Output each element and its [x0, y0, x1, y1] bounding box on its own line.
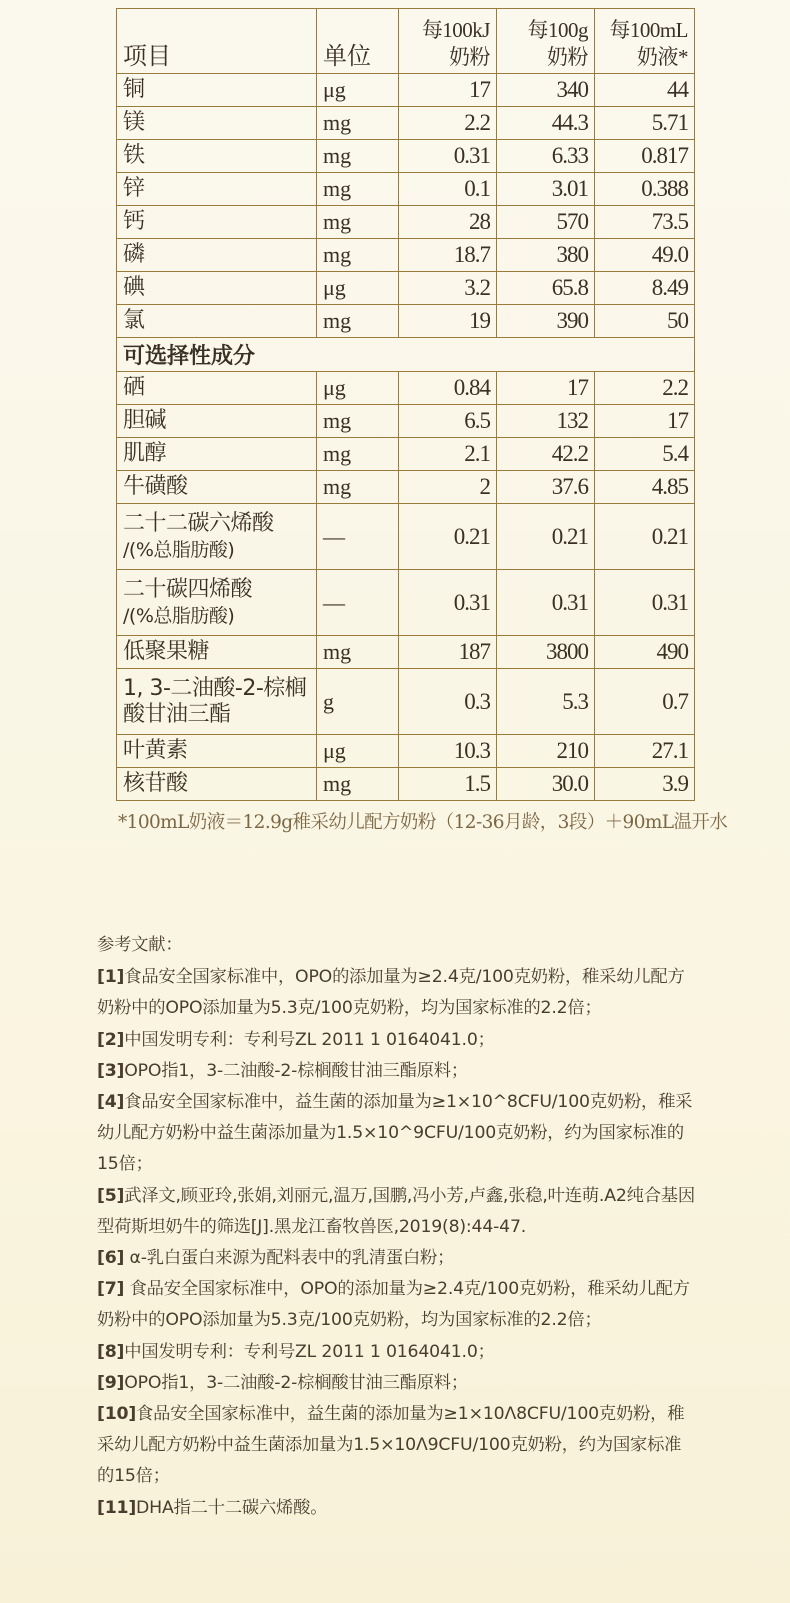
nutrient-name: [117, 140, 317, 173]
nutrient-name: [117, 239, 317, 272]
value-per-100ml: 50: [595, 305, 695, 338]
reference-item: [97, 1399, 697, 1493]
value-per-100ml: 0.7: [595, 669, 695, 735]
nutrient-name-line1: 胆碱: [123, 408, 167, 433]
reference-item: [97, 1493, 697, 1524]
value-per-100g: 3.01: [497, 173, 595, 206]
reference-item: [97, 1243, 697, 1274]
table-row: [117, 305, 695, 338]
nutrient-name: [117, 305, 317, 338]
nutrient-name-line2: 酸甘油三酯: [123, 701, 231, 727]
references-list: [97, 962, 697, 1524]
table-row: [117, 636, 695, 669]
table-row: [117, 239, 695, 272]
value-per-100ml: 0.388: [595, 173, 695, 206]
nutrient-name: [117, 669, 317, 735]
nutrient-name: [117, 768, 317, 801]
table-row: [117, 372, 695, 405]
value-per-100ml: 5.71: [595, 107, 695, 140]
reference-item: [97, 1025, 697, 1056]
value-per-100ml: 8.49: [595, 272, 695, 305]
value-per-100kj: 1.5: [399, 768, 497, 801]
nutrient-name-line1: 硒: [123, 375, 145, 400]
nutrient-name: [117, 405, 317, 438]
value-per-100kj: 0.21: [399, 504, 497, 570]
reference-text: OPO指1，3-二油酸-2-棕榈酸甘油三酯原料；: [124, 1060, 468, 1081]
value-per-100g: 30.0: [497, 768, 595, 801]
nutrient-name: [117, 107, 317, 140]
header-per-100g-line2: 奶粉: [547, 45, 588, 69]
value-per-100g: 42.2: [497, 438, 595, 471]
nutrient-name-line1: 铁: [123, 143, 145, 168]
nutrient-name-line1: 二十碳四烯酸: [123, 576, 253, 602]
value-per-100g: 17: [497, 372, 595, 405]
table-row: [117, 74, 695, 107]
value-per-100kj: 0.31: [399, 140, 497, 173]
value-per-100kj: 0.1: [399, 173, 497, 206]
references: [97, 930, 697, 1524]
nutrient-name-line1: 钙: [123, 209, 145, 234]
nutrient-unit: mg: [317, 636, 399, 669]
nutrient-unit: mg: [317, 438, 399, 471]
header-item: 项目: [117, 9, 317, 74]
value-per-100kj: 19: [399, 305, 497, 338]
header-per-100g: [497, 9, 595, 74]
value-per-100g: 340: [497, 74, 595, 107]
value-per-100ml: 5.4: [595, 438, 695, 471]
nutrient-name-line1: 低聚果糖: [123, 639, 210, 664]
value-per-100ml: 4.85: [595, 471, 695, 504]
nutrient-name-line1: 碘: [123, 275, 145, 300]
value-per-100ml: 17: [595, 405, 695, 438]
table-row: [117, 768, 695, 801]
nutrient-unit: mg: [317, 107, 399, 140]
header-per-100kj: [399, 9, 497, 74]
nutrient-name: [117, 74, 317, 107]
header-per-100ml: [595, 9, 695, 74]
value-per-100ml: 0.31: [595, 570, 695, 636]
reference-item: [97, 1056, 697, 1087]
header-per-100kj-line2: 奶粉: [449, 45, 490, 69]
reference-text: 中国发明专利：专利号ZL 2011 1 0164041.0；: [124, 1341, 495, 1362]
section-title: 可选择性成分: [117, 338, 695, 372]
reference-tag: [10]: [97, 1404, 137, 1425]
header-per-100kj-line1: 每100kJ: [421, 18, 490, 42]
reference-item: [97, 1087, 697, 1181]
value-per-100g: 65.8: [497, 272, 595, 305]
value-per-100ml: 0.21: [595, 504, 695, 570]
value-per-100kj: 3.2: [399, 272, 497, 305]
nutrient-name: [117, 504, 317, 570]
reference-tag: [8]: [97, 1341, 125, 1362]
nutrient-unit: mg: [317, 471, 399, 504]
value-per-100kj: 187: [399, 636, 497, 669]
value-per-100ml: 44: [595, 74, 695, 107]
reference-text: DHA指二十二碳六烯酸。: [136, 1497, 328, 1518]
nutrient-unit: mg: [317, 405, 399, 438]
nutrient-name-line1: 铜: [123, 77, 145, 102]
reference-tag: [9]: [97, 1372, 125, 1393]
value-per-100ml: 490: [595, 636, 695, 669]
reference-tag: [11]: [97, 1497, 137, 1518]
value-per-100kj: 2: [399, 471, 497, 504]
value-per-100g: 0.31: [497, 570, 595, 636]
nutrient-unit: μg: [317, 272, 399, 305]
nutrient-name-line1: 二十二碳六烯酸: [123, 510, 274, 536]
reference-tag: [3]: [97, 1060, 125, 1081]
nutrient-unit: g: [317, 669, 399, 735]
nutrient-unit: μg: [317, 372, 399, 405]
reference-item: [97, 1368, 697, 1399]
nutrient-name-line2: /(%总脂肪酸): [123, 604, 235, 627]
value-per-100kj: 18.7: [399, 239, 497, 272]
nutrient-name: [117, 206, 317, 239]
reference-text: α-乳白蛋白来源为配料表中的乳清蛋白粉；: [124, 1248, 455, 1269]
reference-text: 食品安全国家标准中，益生菌的添加量为≥1×10Λ8CFU/100克奶粉，稚采幼儿配方奶粉中益生菌添加量为1.5×10Λ9CFU/100克奶粉，约为国家标准的15倍；: [97, 1404, 685, 1487]
nutrient-name: [117, 438, 317, 471]
nutrient-unit: mg: [317, 305, 399, 338]
table-row: [117, 669, 695, 735]
value-per-100kj: 28: [399, 206, 497, 239]
nutrient-name-line1: 磷: [123, 242, 145, 267]
nutrient-unit: μg: [317, 735, 399, 768]
nutrient-name: [117, 636, 317, 669]
value-per-100kj: 17: [399, 74, 497, 107]
reference-tag: [6]: [97, 1248, 125, 1269]
value-per-100kj: 2.1: [399, 438, 497, 471]
nutrient-unit: mg: [317, 239, 399, 272]
value-per-100kj: 0.31: [399, 570, 497, 636]
nutrient-name-line2: /(%总脂肪酸): [123, 538, 235, 561]
header-per-100g-line1: 每100g: [527, 18, 588, 42]
nutrient-unit: μg: [317, 74, 399, 107]
value-per-100ml: 2.2: [595, 372, 695, 405]
nutrient-name-line1: 核苷酸: [123, 771, 188, 796]
header-per-100ml-line2: 奶液*: [637, 45, 688, 69]
table-row: [117, 504, 695, 570]
table-header-row: [117, 9, 695, 74]
value-per-100g: 37.6: [497, 471, 595, 504]
value-per-100ml: 27.1: [595, 735, 695, 768]
value-per-100g: 380: [497, 239, 595, 272]
reference-text: 食品安全国家标准中，OPO的添加量为≥2.4克/100克奶粉，稚采幼儿配方奶粉中的OPO添加量为5.3克/100克奶粉，均为国家标准的2.2倍；: [97, 967, 685, 1019]
nutrient-name-line1: 氯: [123, 308, 145, 333]
table-footnote: *100mL奶液＝12.9g稚采幼儿配方奶粉（12-36月龄，3段）＋90mL温开水: [118, 812, 728, 833]
reference-tag: [2]: [97, 1029, 125, 1050]
nutrient-unit: —: [317, 504, 399, 570]
value-per-100g: 210: [497, 735, 595, 768]
nutrient-name-line1: 牛磺酸: [123, 474, 188, 499]
reference-item: [97, 1274, 697, 1336]
nutrient-name: [117, 173, 317, 206]
nutrition-table: [116, 8, 695, 801]
header-unit: 单位: [317, 9, 399, 74]
nutrient-unit: mg: [317, 173, 399, 206]
nutrient-name-line1: 叶黄素: [123, 738, 188, 763]
nutrient-name: [117, 272, 317, 305]
nutrient-unit: mg: [317, 140, 399, 173]
table-row: [117, 140, 695, 173]
value-per-100ml: 3.9: [595, 768, 695, 801]
value-per-100kj: 2.2: [399, 107, 497, 140]
reference-tag: [4]: [97, 1092, 125, 1113]
reference-item: [97, 1181, 697, 1243]
nutrient-name: [117, 570, 317, 636]
value-per-100ml: 0.817: [595, 140, 695, 173]
value-per-100kj: 0.84: [399, 372, 497, 405]
section-row: [117, 338, 695, 372]
reference-tag: [5]: [97, 1185, 125, 1206]
reference-tag: [7]: [97, 1279, 125, 1300]
nutrient-name: [117, 735, 317, 768]
reference-text: 武泽文,顾亚玲,张娟,刘丽元,温万,国鹏,冯小芳,卢鑫,张稳,叶连萌.A2纯合基因型荷斯坦奶牛的筛选[J].黑龙江畜牧兽医,2019(8):44-47.: [97, 1185, 695, 1237]
nutrient-name: [117, 471, 317, 504]
reference-text: 食品安全国家标准中，OPO的添加量为≥2.4克/100克奶粉，稚采幼儿配方奶粉中的OPO添加量为5.3克/100克奶粉，均为国家标准的2.2倍；: [97, 1279, 690, 1331]
value-per-100g: 0.21: [497, 504, 595, 570]
table-row: [117, 735, 695, 768]
table-row: [117, 107, 695, 140]
reference-text: 食品安全国家标准中，益生菌的添加量为≥1×10^8CFU/100克奶粉，稚采幼儿配方奶粉中益生菌添加量为1.5×10^9CFU/100克奶粉，约为国家标准的15倍；: [97, 1092, 693, 1175]
value-per-100ml: 49.0: [595, 239, 695, 272]
table-row: [117, 405, 695, 438]
value-per-100kj: 6.5: [399, 405, 497, 438]
nutrient-name-line1: 镁: [123, 110, 145, 135]
value-per-100kj: 0.3: [399, 669, 497, 735]
reference-item: [97, 1337, 697, 1368]
table-row: [117, 570, 695, 636]
table-row: [117, 438, 695, 471]
nutrient-name-line1: 1, 3-二油酸-2-棕榈: [123, 675, 307, 701]
nutrient-unit: mg: [317, 206, 399, 239]
value-per-100g: 6.33: [497, 140, 595, 173]
nutrient-name-line1: 锌: [123, 176, 145, 201]
value-per-100g: 5.3: [497, 669, 595, 735]
value-per-100ml: 73.5: [595, 206, 695, 239]
reference-text: 中国发明专利：专利号ZL 2011 1 0164041.0；: [124, 1029, 495, 1050]
header-per-100ml-line1: 每100mL: [609, 18, 688, 42]
table-row: [117, 272, 695, 305]
value-per-100g: 3800: [497, 636, 595, 669]
value-per-100g: 132: [497, 405, 595, 438]
value-per-100g: 44.3: [497, 107, 595, 140]
value-per-100g: 570: [497, 206, 595, 239]
nutrient-unit: —: [317, 570, 399, 636]
nutrient-name: [117, 372, 317, 405]
reference-text: OPO指1，3-二油酸-2-棕榈酸甘油三酯原料；: [124, 1372, 468, 1393]
reference-tag: [1]: [97, 967, 125, 988]
value-per-100kj: 10.3: [399, 735, 497, 768]
reference-item: [97, 962, 697, 1024]
table-row: [117, 206, 695, 239]
nutrient-unit: mg: [317, 768, 399, 801]
value-per-100g: 390: [497, 305, 595, 338]
references-title: 参考文献：: [97, 935, 183, 955]
nutrient-name-line1: 肌醇: [123, 441, 167, 466]
table-row: [117, 173, 695, 206]
table-row: [117, 471, 695, 504]
